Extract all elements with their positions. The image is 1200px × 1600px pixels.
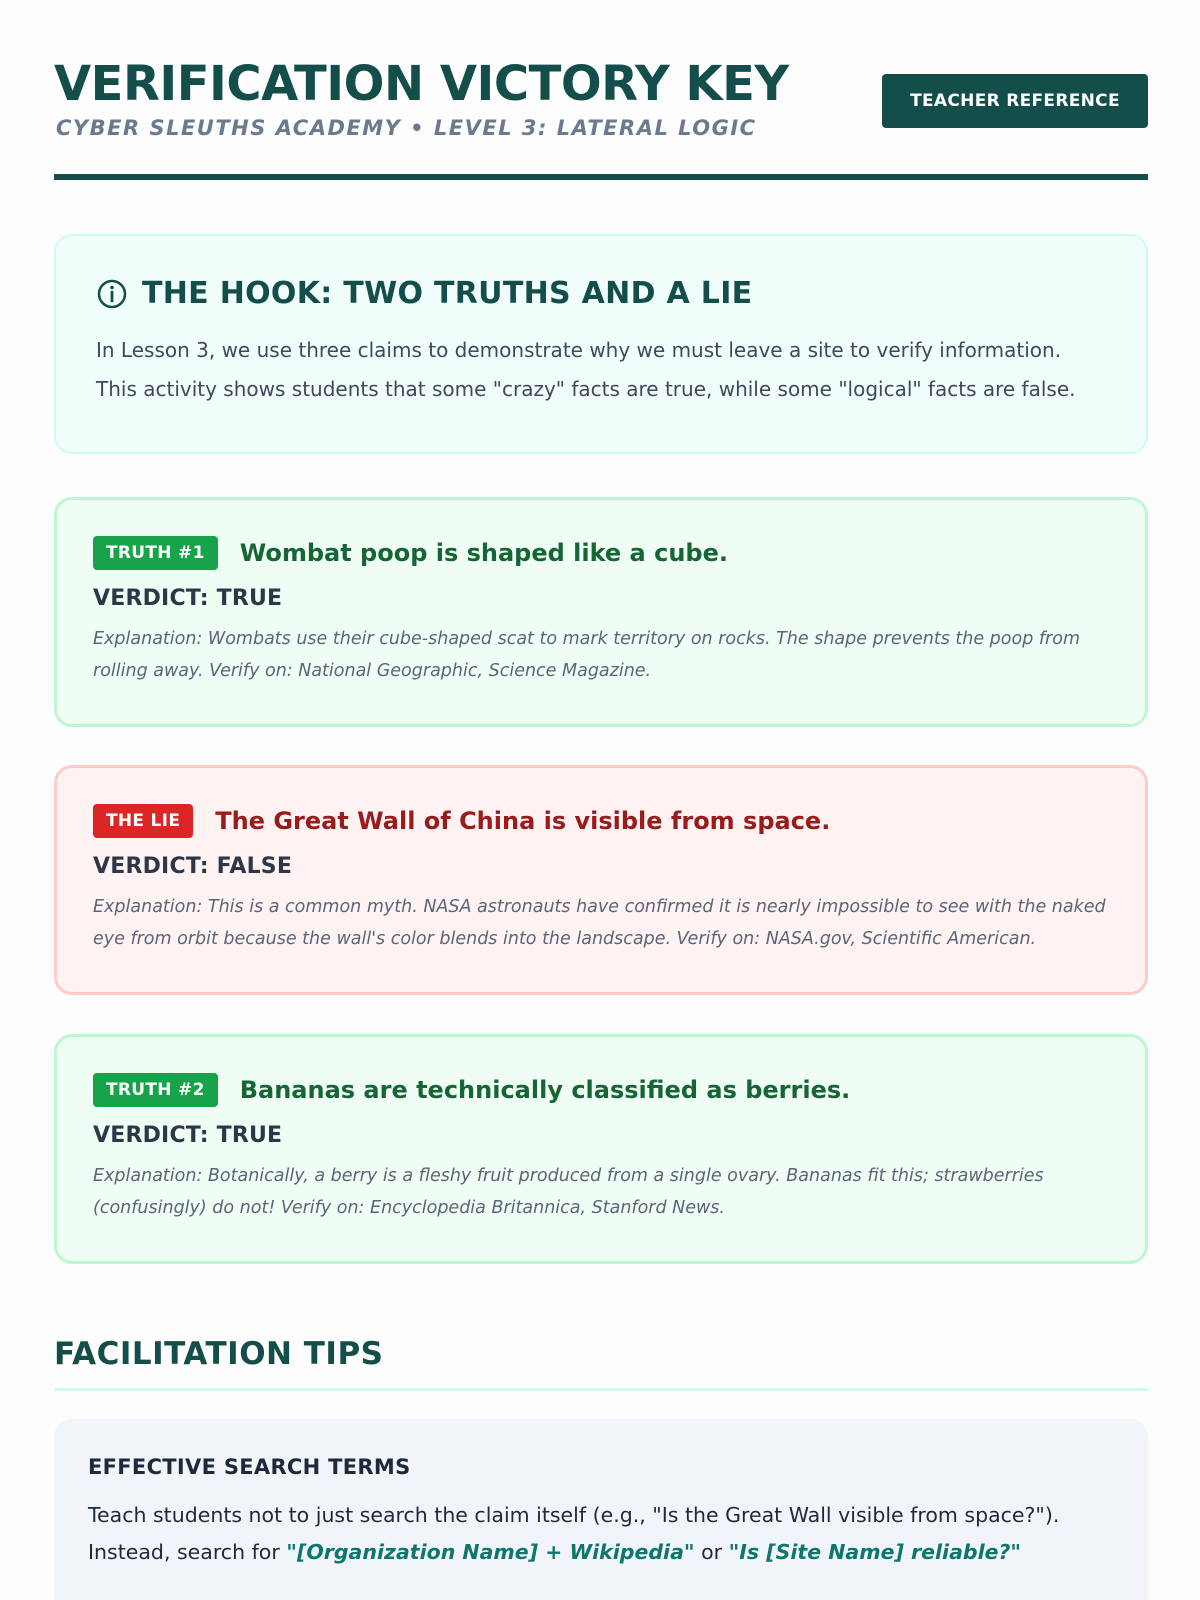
search-terms-tip: [54, 1419, 1148, 1600]
page-subtitle: CYBER SLEUTHS ACADEMY • LEVEL 3: LATERAL LOGIC: [56, 116, 757, 140]
truth-1-verdict: VERDICT: TRUE: [93, 586, 283, 611]
search-term-wikipedia: "[Organization Name] + Wikipedia": [286, 1540, 695, 1564]
truth-2-verdict: VERDICT: TRUE: [93, 1123, 283, 1148]
facilitation-tips-title: FACILITATION TIPS: [54, 1336, 384, 1372]
truth-2-claim: Bananas are technically classified as berries.: [239, 1076, 851, 1104]
page-header: [54, 52, 1148, 182]
lie-explanation: Explanation: This is a common myth. NASA astronauts have confirmed it is nearly impossible to see with the naked eye from orbit because the wall's color blends into the landscape. Verify on: NASA.gov, Scientific American.: [93, 897, 1106, 949]
header-divider: [54, 174, 1148, 180]
page-title: VERIFICATION VICTORY KEY: [54, 56, 789, 112]
claim-card-lie: [54, 765, 1148, 995]
tips-heading: EFFECTIVE SEARCH TERMS: [88, 1455, 411, 1479]
lie-verdict: VERDICT: FALSE: [93, 854, 293, 879]
hook-title: THE HOOK: TWO TRUTHS AND A LIE: [142, 276, 753, 311]
tips-body-text: Teach students not to just search the claim itself (e.g., "Is the Great Wall visible from space?"). Instead, search for: [88, 1503, 1060, 1564]
claim-card-truth-2: [54, 1034, 1148, 1264]
claim-card-truth-1: [54, 497, 1148, 727]
truth-1-explanation: Explanation: Wombats use their cube-shaped scat to mark territory on rocks. The shape prevents the poop from rolling away. Verify on: National Geographic, Science Magazine.: [93, 629, 1080, 681]
tips-body-or: or: [694, 1540, 729, 1564]
truth-1-claim: Wombat poop is shaped like a cube.: [239, 539, 728, 567]
truth-1-tag: TRUTH #1: [93, 536, 218, 570]
teacher-reference-badge: TEACHER REFERENCE: [882, 74, 1148, 128]
truth-2-explanation: Explanation: Botanically, a berry is a fleshy fruit produced from a single ovary. Bananas fit this; strawberries (confusingly) do not! Verify on: Encyclopedia Britannica, Stanford News.: [93, 1166, 1044, 1218]
hook-section: [54, 234, 1148, 454]
hook-body: In Lesson 3, we use three claims to demonstrate why we must leave a site to verify information. This activity shows students that some "crazy" facts are true, while some "logical" facts are false.: [96, 338, 1076, 401]
hook-heading: [96, 276, 1106, 311]
tips-divider: [54, 1388, 1148, 1391]
lie-tag: THE LIE: [93, 804, 193, 838]
lie-claim: The Great Wall of China is visible from space.: [215, 807, 831, 835]
info-icon: [96, 278, 128, 310]
truth-2-tag: TRUTH #2: [93, 1073, 218, 1107]
tips-body: [88, 1497, 1114, 1571]
search-term-reliable: "Is [Site Name] reliable?": [728, 1540, 1022, 1564]
